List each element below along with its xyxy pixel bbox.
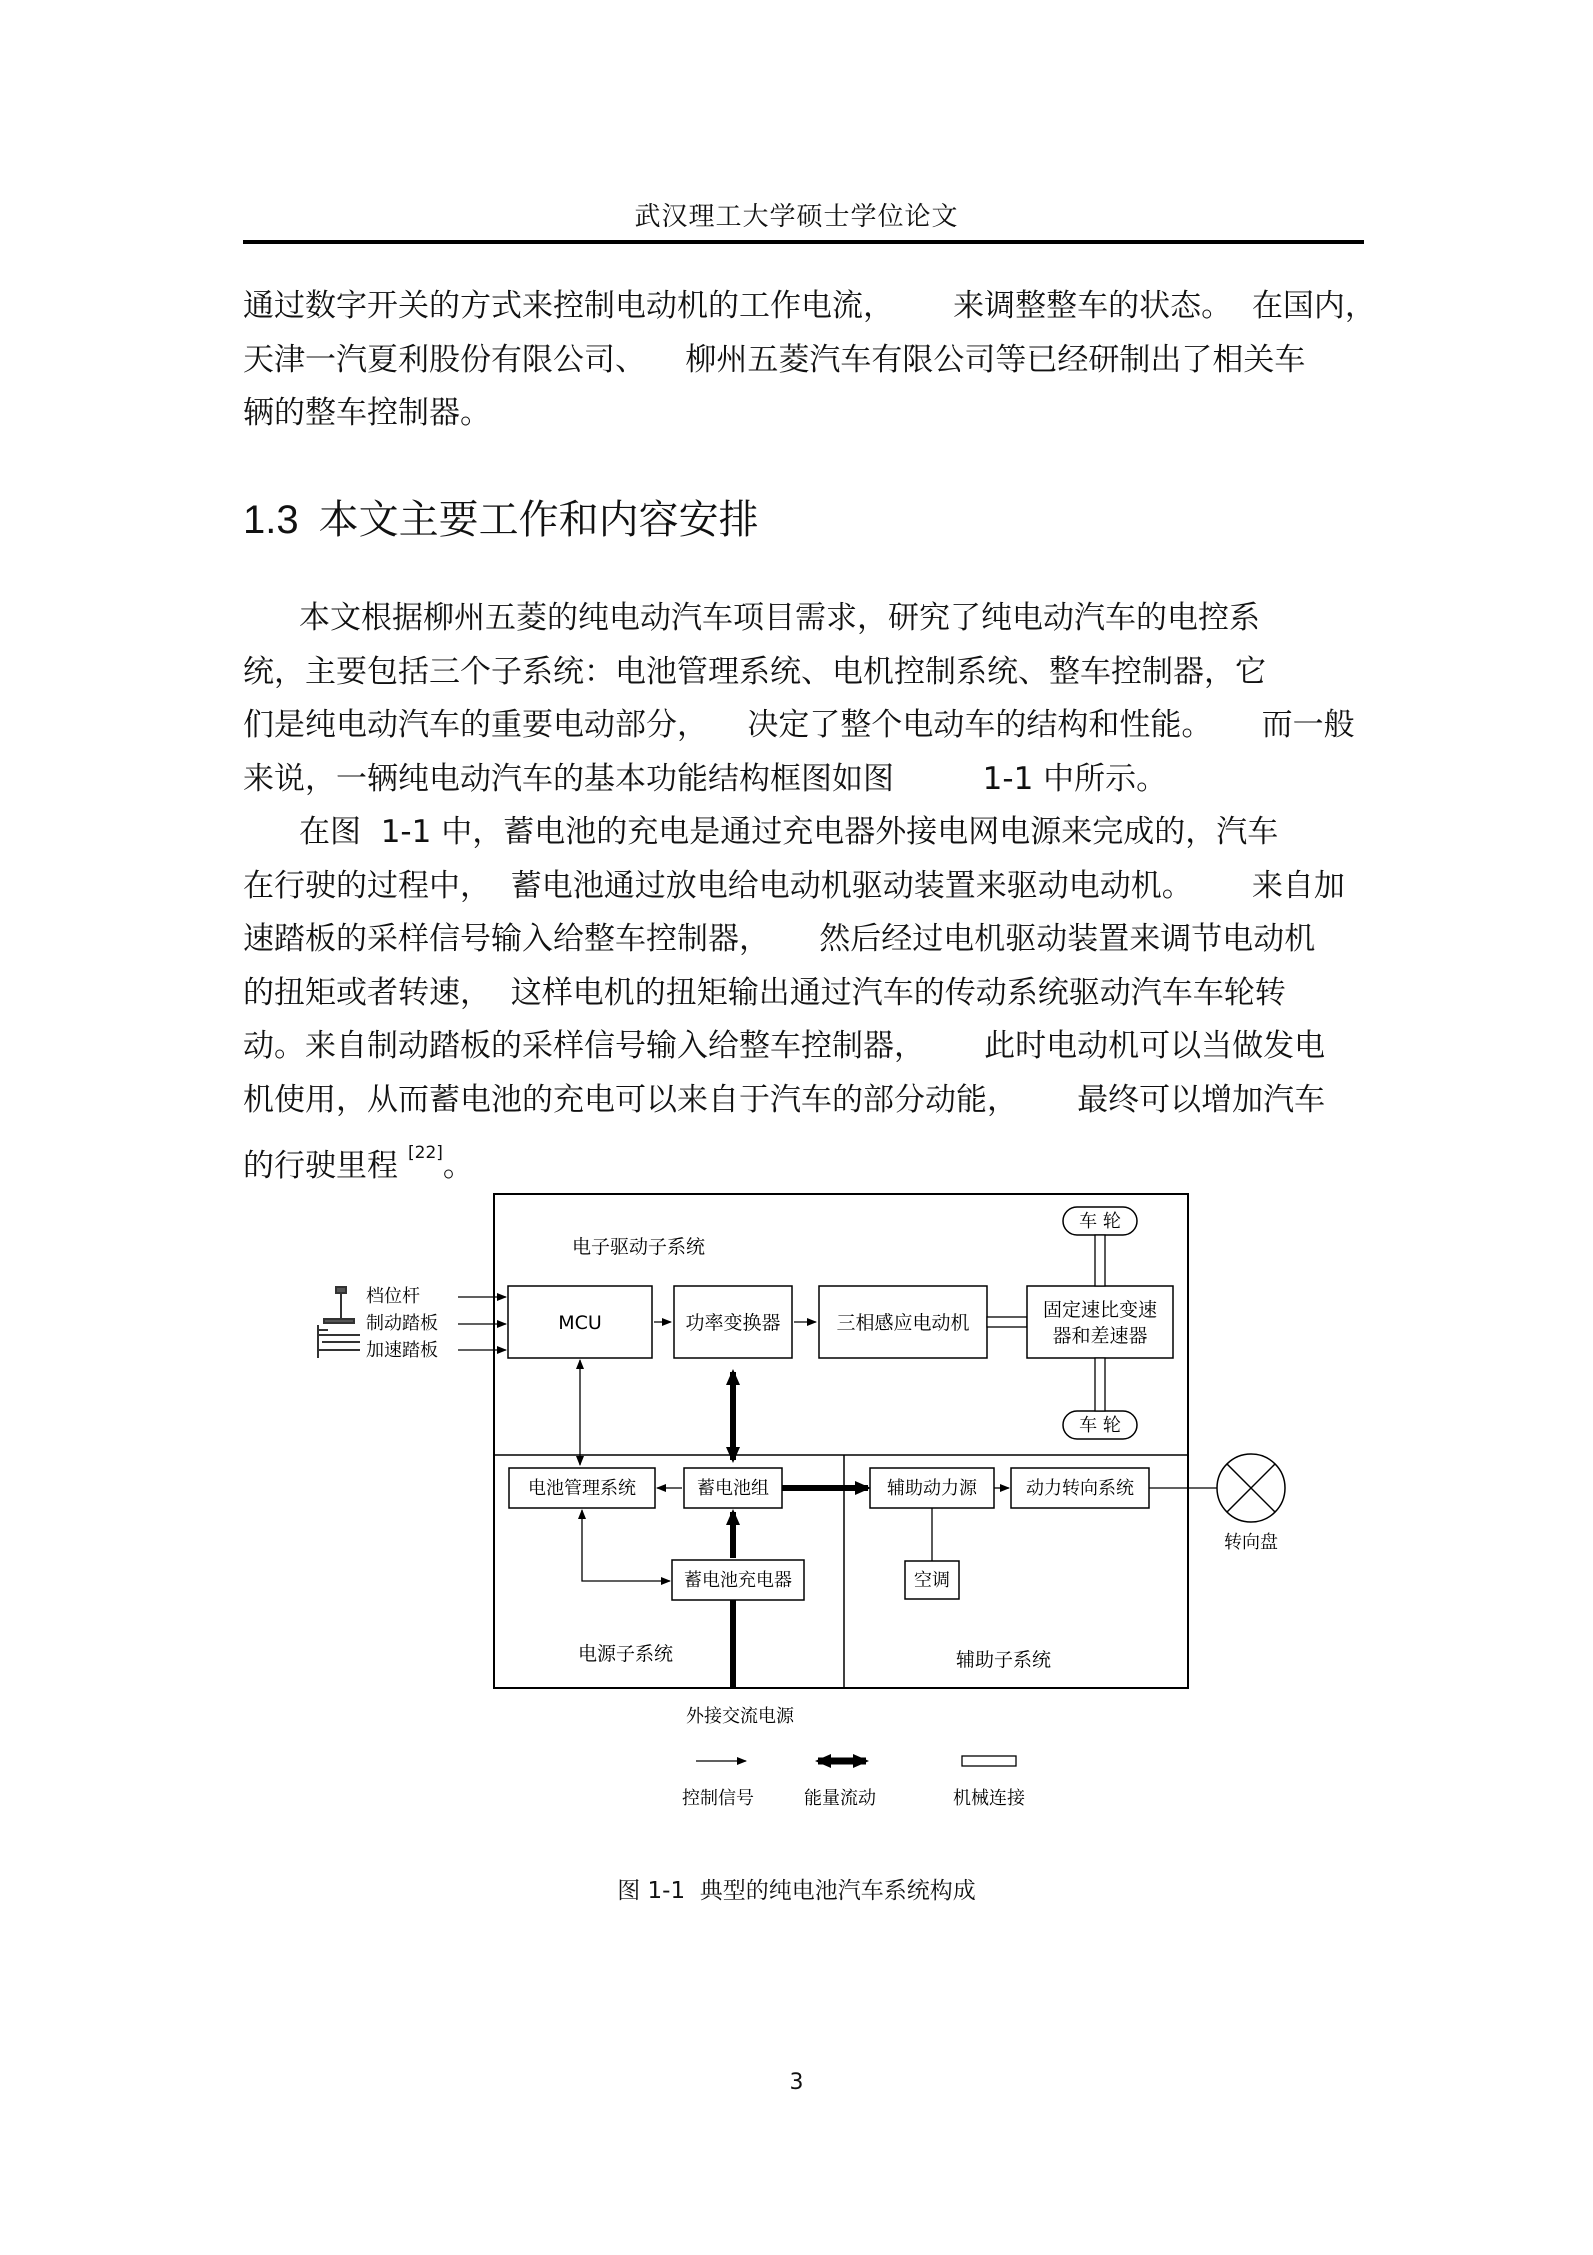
figure-caption-label: 图 1-1 bbox=[617, 1878, 686, 1904]
electronic-drive-label: 电子驱动子系统 bbox=[572, 1236, 706, 1258]
wheel-label: 车 轮 bbox=[1079, 1211, 1121, 1232]
mechanical-link bbox=[1095, 1358, 1105, 1411]
brake-pedal-label: 制动踏板 bbox=[366, 1313, 438, 1334]
text-line: 统，主要包括三个子系统：电池管理系统、电机控制系统、整车控制器，它 bbox=[243, 653, 1266, 690]
text-line: 的扭矩或者转速， 这样电机的扭矩输出通过汽车的传动系统驱动汽车车轮转 bbox=[243, 974, 1286, 1011]
power-subsystem-label: 电源子系统 bbox=[578, 1643, 674, 1665]
mechanical-link bbox=[1095, 1235, 1105, 1286]
text-line bbox=[243, 1127, 1368, 1184]
system-diagram bbox=[300, 1190, 1300, 1834]
power-converter-label: 功率变换器 bbox=[685, 1312, 781, 1334]
text-fragment: 。 bbox=[442, 1148, 474, 1184]
legend-mech-label: 机械连接 bbox=[953, 1788, 1025, 1809]
diagram-frame bbox=[494, 1194, 1188, 1688]
paragraph-2 bbox=[243, 592, 1368, 806]
control-signal-arrow bbox=[582, 1510, 670, 1581]
text-line: 在行驶的过程中， 蓄电池通过放电给电动机驱动装置来驱动电动机。 来自加 bbox=[243, 867, 1345, 904]
aux-subsystem-label: 辅助子系统 bbox=[956, 1649, 1052, 1671]
text-line: 动。来自制动踏板的采样信号输入给整车控制器， 此时电动机可以当做发电 bbox=[243, 1028, 1326, 1064]
gearbox-label: 固定速比变速 bbox=[1042, 1299, 1158, 1321]
steering-wheel-icon bbox=[1217, 1454, 1285, 1522]
battery-pack-label: 蓄电池组 bbox=[697, 1478, 769, 1499]
text-line: 辆的整车控制器。 bbox=[243, 395, 491, 431]
running-header: 武汉理工大学硕士学位论文 bbox=[634, 202, 959, 232]
gearbox-label: 器和差速器 bbox=[1052, 1325, 1148, 1347]
power-steering-label: 动力转向系统 bbox=[1026, 1478, 1134, 1499]
legend-control-label: 控制信号 bbox=[682, 1788, 754, 1809]
legend-energy-label: 能量流动 bbox=[804, 1788, 876, 1809]
mcu-label: MCU bbox=[558, 1312, 602, 1334]
aircon-label: 空调 bbox=[914, 1570, 950, 1591]
external-ac-label: 外接交流电源 bbox=[686, 1706, 794, 1727]
aux-power-label: 辅助动力源 bbox=[887, 1478, 977, 1499]
gearbox-box bbox=[1027, 1286, 1173, 1358]
text-line: 通过数字开关的方式来控制电动机的工作电流， 来调整整车的状态。 在国内， bbox=[243, 288, 1376, 324]
induction-motor-label: 三相感应电动机 bbox=[836, 1312, 970, 1334]
section-title: 本文主要工作和内容安排 bbox=[318, 497, 759, 543]
bms-label: 电池管理系统 bbox=[528, 1478, 636, 1499]
section-heading bbox=[243, 488, 759, 545]
citation-ref: [22] bbox=[408, 1143, 443, 1163]
figure-caption-text: 典型的纯电池汽车系统构成 bbox=[699, 1878, 976, 1904]
section-number: 1.3 bbox=[243, 498, 299, 542]
header-rule bbox=[243, 240, 1364, 244]
text-line: 来说，一辆纯电动汽车的基本功能结构框图如图 1-1 中所示。 bbox=[243, 760, 1168, 797]
gear-lever-label: 档位杆 bbox=[366, 1286, 420, 1307]
text-fragment: 的行驶里程 bbox=[243, 1148, 398, 1184]
mechanical-link bbox=[987, 1317, 1027, 1327]
text-line: 天津一汽夏利股份有限公司、 柳州五菱汽车有限公司等已经研制出了相关车 bbox=[243, 341, 1306, 378]
charger-label: 蓄电池充电器 bbox=[684, 1570, 792, 1591]
steering-wheel-label: 转向盘 bbox=[1224, 1532, 1278, 1553]
text-line: 机使用，从而蓄电池的充电可以来自于汽车的部分动能， 最终可以增加汽车 bbox=[243, 1081, 1326, 1118]
legend-mech-symbol bbox=[962, 1756, 1016, 1766]
paragraph-1 bbox=[243, 280, 1376, 441]
text-line: 速踏板的采样信号输入给整车控制器， 然后经过电机驱动装置来调节电动机 bbox=[243, 921, 1316, 957]
figure-caption bbox=[0, 1872, 1593, 1905]
page-number: 3 bbox=[789, 2070, 804, 2095]
pedal-icon bbox=[318, 1287, 360, 1358]
text-line: 们是纯电动汽车的重要电动部分， 决定了整个电动车的结构和性能。 而一般 bbox=[243, 707, 1355, 743]
text-line: 在图 1-1 中，蓄电池的充电是通过充电器外接电网电源来完成的，汽车 bbox=[299, 814, 1279, 850]
text-line: 本文根据柳州五菱的纯电动汽车项目需求，研究了纯电动汽车的电控系 bbox=[299, 600, 1260, 636]
paragraph-3 bbox=[243, 806, 1368, 1184]
wheel-label: 车 轮 bbox=[1079, 1415, 1121, 1436]
accel-pedal-label: 加速踏板 bbox=[366, 1340, 438, 1361]
